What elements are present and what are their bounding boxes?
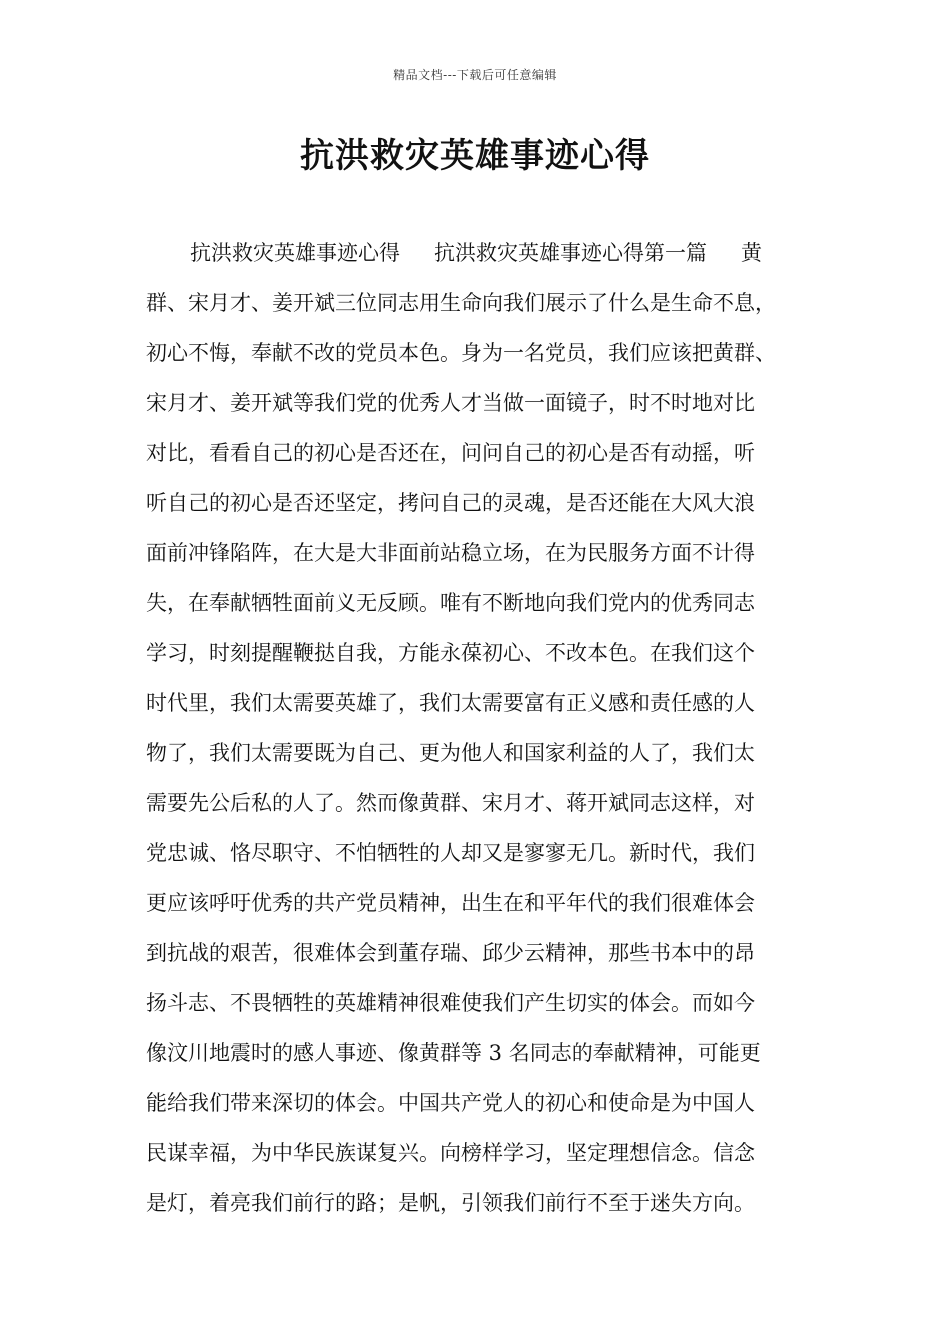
- body-line: 宋月才、姜开斌等我们党的优秀人才当做一面镜子，时不时地对比: [146, 391, 755, 415]
- body-line: 失，在奉献牺牲面前义无反顾。唯有不断地向我们党内的优秀同志: [146, 591, 755, 615]
- body-line: 物了，我们太需要既为自己、更为他人和国家利益的人了，我们太: [146, 741, 755, 765]
- document-title: 抗洪救灾英雄事迹心得: [300, 136, 650, 176]
- body-line: 面前冲锋陷阵，在大是大非面前站稳立场，在为民服务方面不计得: [146, 541, 755, 565]
- body-line: 学习，时刻提醒鞭挞自我，方能永葆初心、不改本色。在我们这个: [146, 641, 755, 665]
- intro-text-start: 黄: [741, 241, 762, 265]
- page-header-watermark: 精品文档---下载后可任意编辑: [393, 68, 557, 82]
- body-line: 到抗战的艰苦，很难体会到董存瑞、邱少云精神，那些书本中的昂: [146, 941, 755, 965]
- body-line: 民谋幸福，为中华民族谋复兴。向榜样学习，坚定理想信念。信念: [146, 1141, 755, 1165]
- intro-section-heading: 抗洪救灾英雄事迹心得第一篇: [434, 241, 707, 265]
- intro-title-repeat: 抗洪救灾英雄事迹心得: [190, 241, 400, 265]
- body-line: 像汶川地震时的感人事迹、像黄群等 3 名同志的奉献精神，可能更: [146, 1041, 761, 1065]
- body-line: 能给我们带来深切的体会。中国共产党人的初心和使命是为中国人: [146, 1091, 755, 1115]
- body-line: 听自己的初心是否还坚定，拷问自己的灵魂，是否还能在大风大浪: [146, 491, 755, 515]
- body-line: 需要先公后私的人了。然而像黄群、宋月才、蒋开斌同志这样，对: [146, 791, 755, 815]
- body-line: 是灯，着亮我们前行的路；是帆，引领我们前行不至于迷失方向。: [146, 1191, 755, 1215]
- body-line: 扬斗志、不畏牺牲的英雄精神很难使我们产生切实的体会。而如今: [146, 991, 755, 1015]
- body-line: 时代里，我们太需要英雄了，我们太需要富有正义感和责任感的人: [146, 691, 755, 715]
- body-line: 党忠诚、恪尽职守、不怕牺牲的人却又是寥寥无几。新时代，我们: [146, 841, 755, 865]
- body-line: 对比，看看自己的初心是否还在，问问自己的初心是否有动摇，听: [146, 441, 755, 465]
- body-line: 更应该呼吁优秀的共产党员精神，出生在和平年代的我们很难体会: [146, 891, 755, 915]
- document-body: [146, 228, 826, 1228]
- body-line: 初心不悔，奉献不改的党员本色。身为一名党员，我们应该把黄群、: [146, 341, 776, 365]
- body-line: 群、宋月才、姜开斌三位同志用生命向我们展示了什么是生命不息，: [146, 291, 776, 315]
- body-line-first: [146, 228, 826, 278]
